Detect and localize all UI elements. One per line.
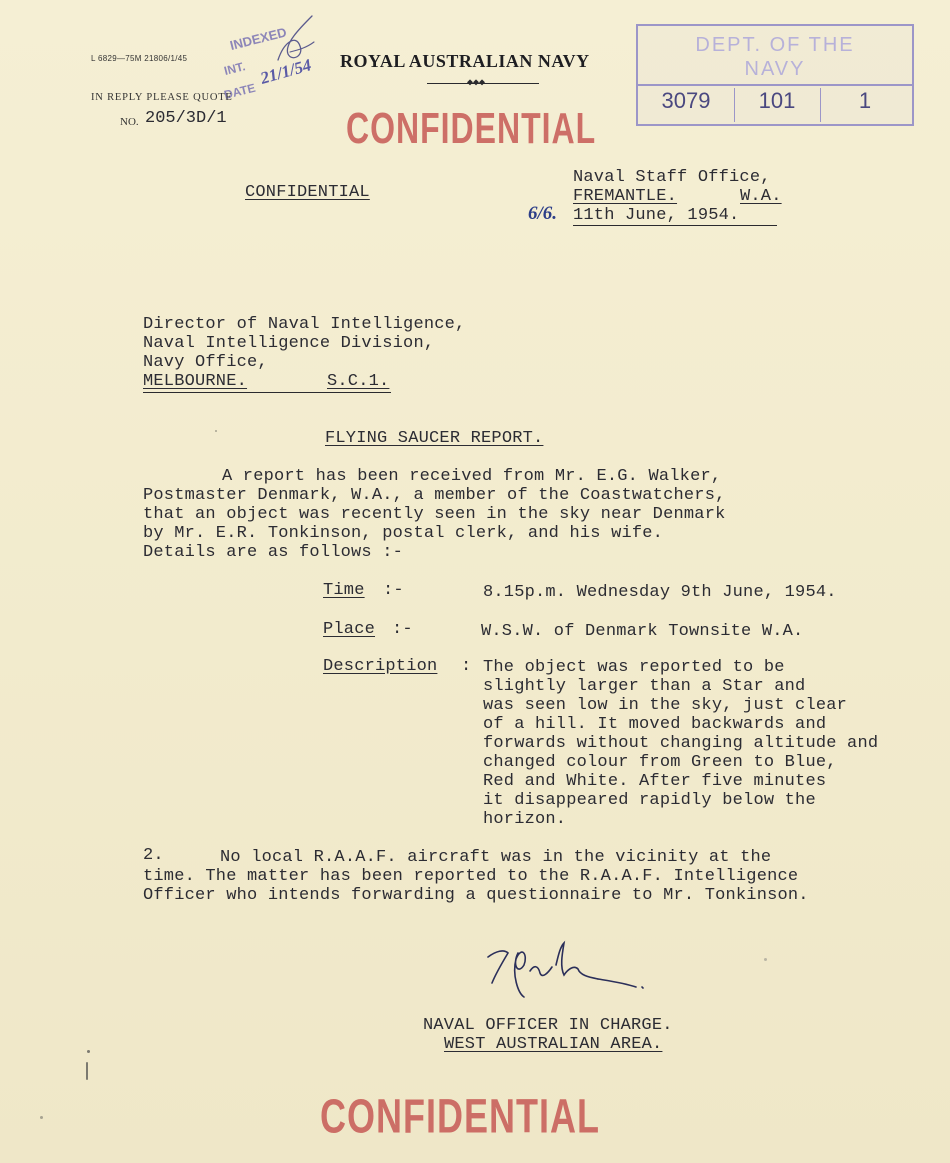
stamp-handwritten-date: 21/1/54: [258, 55, 314, 88]
place-separator: :-: [392, 620, 413, 639]
recipient-underline: [143, 392, 391, 393]
description-line-5: forwards without changing altitude and: [483, 734, 879, 753]
date-stamp-label: DATE: [222, 80, 257, 102]
recipient-line-1: Director of Naval Intelligence,: [143, 315, 466, 334]
registry-stamp-cell-3: 1: [858, 88, 872, 113]
description-separator: :: [461, 657, 472, 676]
letter-date: 11th June, 1954.: [573, 206, 740, 225]
paragraph-2-number: 2.: [143, 846, 164, 865]
classification-heading: CONFIDENTIAL: [245, 183, 370, 202]
ornament-glyph: ◆◆◆: [467, 78, 486, 89]
recipient-city: MELBOURNE.: [143, 372, 248, 391]
recipient-line-3: Navy Office,: [143, 353, 268, 372]
handwritten-signature: [478, 935, 658, 1005]
description-line-3: was seen low in the sky, just clear: [483, 696, 848, 715]
intro-line-4: by Mr. E.R. Tonkinson, postal clerk, and his wife.: [143, 524, 664, 543]
description-line-8: it disappeared rapidly below the: [483, 791, 816, 810]
time-value: 8.15p.m. Wednesday 9th June, 1954.: [483, 583, 837, 602]
registry-stamp: [636, 24, 914, 126]
sender-city: FREMANTLE.: [573, 187, 678, 206]
registry-stamp-heading: DEPT. OF THE: [695, 34, 855, 56]
stamp-initials-scribble: [270, 12, 330, 72]
ref-number: 205/3D/1: [145, 109, 227, 128]
time-separator: :-: [383, 581, 404, 600]
sender-state: W.A.: [740, 187, 782, 206]
intro-line-2: Postmaster Denmark, W.A., a member of the Coastwatchers,: [143, 486, 726, 505]
int-stamp: INT.: [222, 59, 247, 78]
recipient-line-2: Naval Intelligence Division,: [143, 334, 435, 353]
time-label: Time: [323, 581, 365, 600]
description-line-4: of a hill. It moved backwards and: [483, 715, 827, 734]
description-label: Description: [323, 657, 438, 676]
scan-speck: [40, 1116, 43, 1119]
confidential-footer-stamp: CONFIDENTIAL: [320, 1088, 600, 1144]
registry-stamp-subheading: NAVY: [744, 58, 806, 80]
signatory-title-1: NAVAL OFFICER IN CHARGE.: [423, 1016, 673, 1035]
place-value: W.S.W. of Denmark Townsite W.A.: [481, 622, 804, 641]
paragraph-2-line-3: Officer who intends forwarding a questionnaire to Mr. Tonkinson.: [143, 886, 809, 905]
scan-speck: [764, 958, 767, 961]
description-line-2: slightly larger than a Star and: [483, 677, 806, 696]
description-line-6: changed colour from Green to Blue,: [483, 753, 837, 772]
form-code: L 6829—75M 21806/1/45: [91, 54, 188, 63]
organisation-name: ROYAL AUSTRALIAN NAVY: [340, 51, 590, 71]
indexed-stamp: INDEXED: [228, 24, 289, 53]
description-line-1: The object was reported to be: [483, 658, 785, 677]
subject-heading: FLYING SAUCER REPORT.: [325, 429, 544, 448]
ref-number-label: NO.: [120, 116, 139, 128]
date-underline: [573, 225, 777, 226]
recipient-postcode: S.C.1.: [327, 372, 390, 391]
scan-speck: [215, 430, 217, 432]
description-line-9: horizon.: [483, 810, 567, 829]
description-line-7: Red and White. After five minutes: [483, 772, 827, 791]
reply-quote-label: IN REPLY PLEASE QUOTE: [91, 92, 233, 103]
registry-stamp-cell-2: 101: [734, 88, 821, 122]
intro-line-3: that an object was recently seen in the sky near Denmark: [143, 505, 726, 524]
intro-line-1: A report has been received from Mr. E.G. Walker,: [222, 467, 722, 486]
handwritten-date-mark: 6/6.: [528, 203, 558, 224]
paragraph-2-line-2: time. The matter has been reported to the R.A.A.F. Intelligence: [143, 867, 799, 886]
signatory-title-2: WEST AUSTRALIAN AREA.: [444, 1035, 663, 1054]
paragraph-2-line-1: No local R.A.A.F. aircraft was in the vicinity at the: [220, 848, 772, 867]
confidential-red-stamp: CONFIDENTIAL: [346, 104, 597, 153]
place-label: Place: [323, 620, 376, 639]
scan-speck: [87, 1050, 90, 1053]
sender-office: Naval Staff Office,: [573, 168, 771, 187]
registry-stamp-cell-1: 3079: [638, 88, 735, 122]
scan-mark: [86, 1062, 88, 1080]
intro-line-5: Details are as follows :-: [143, 543, 404, 562]
registry-stamp-divider: [638, 84, 912, 86]
